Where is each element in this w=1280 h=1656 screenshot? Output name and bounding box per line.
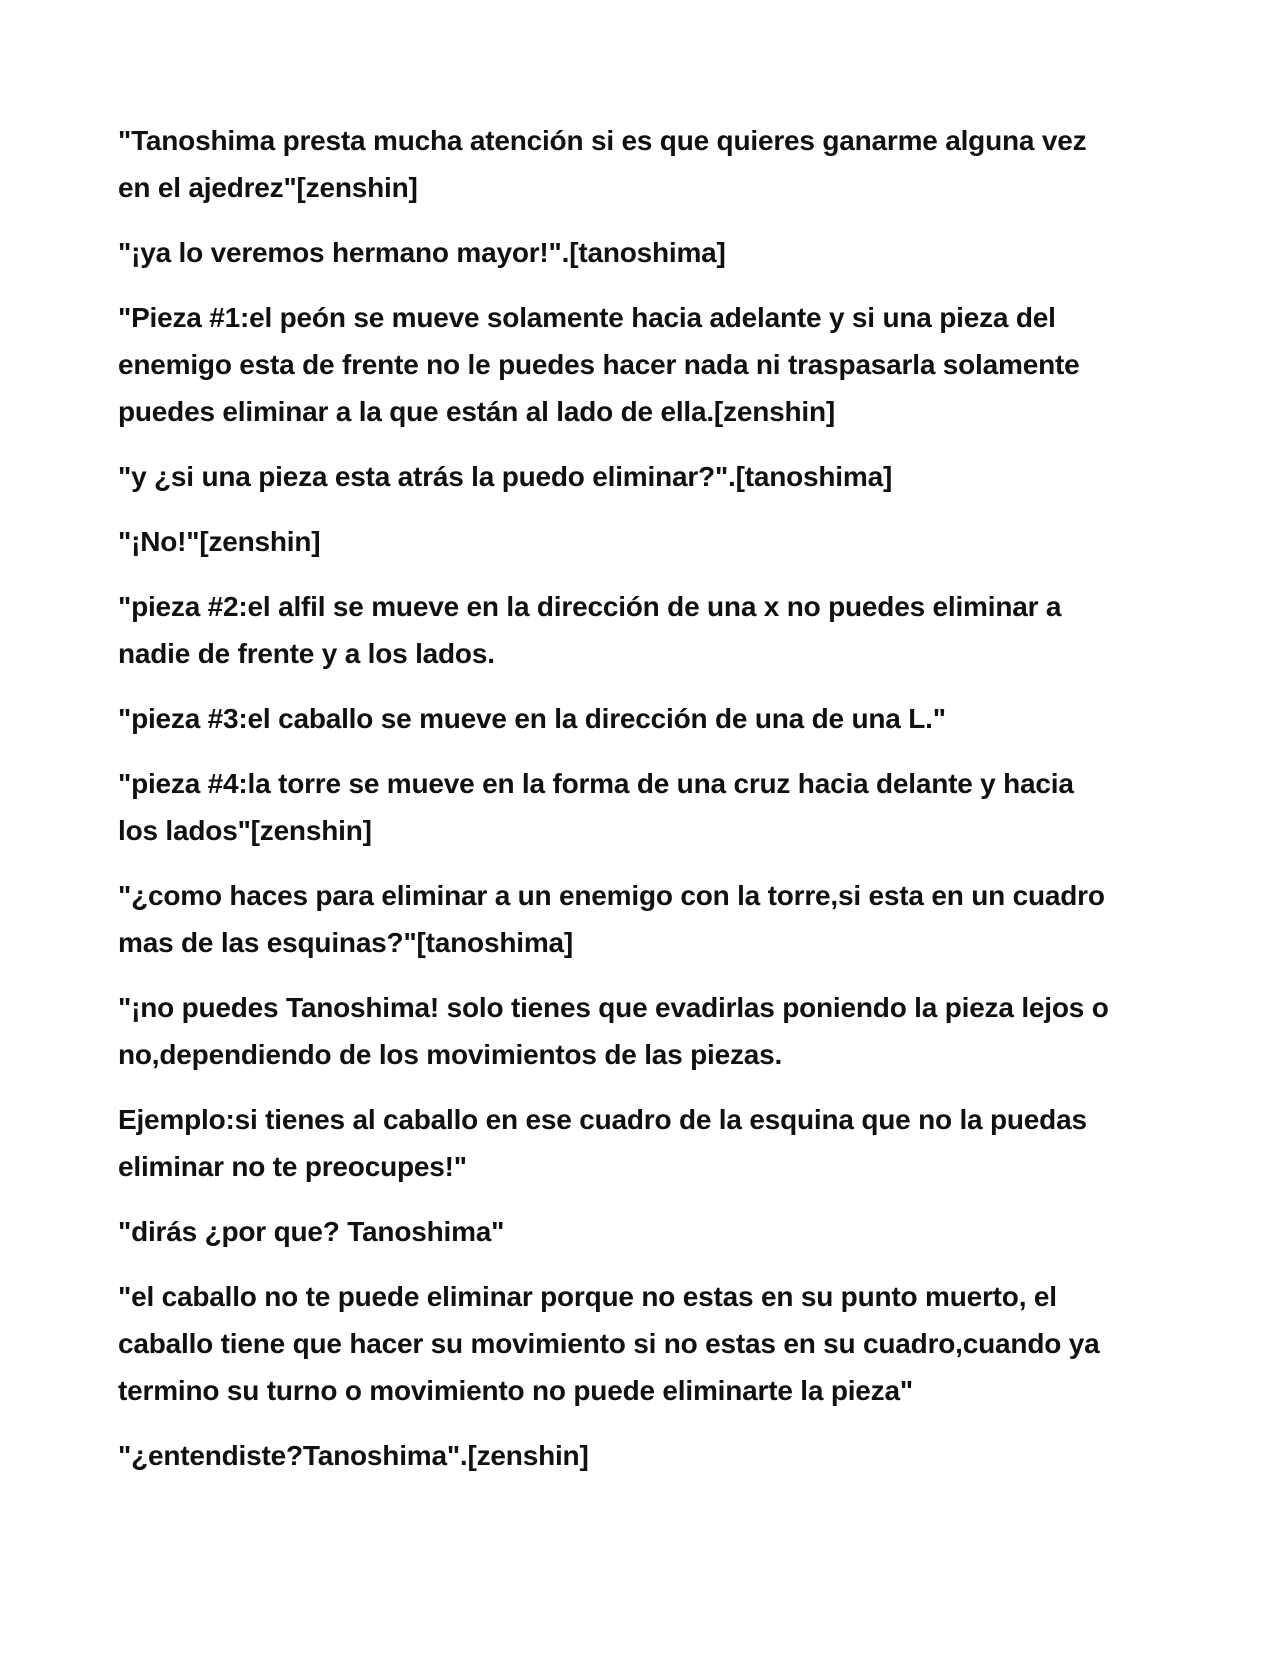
dialogue-paragraph: "¡No!"[zenshin]	[118, 526, 321, 557]
dialogue-paragraph: "¡no puedes Tanoshima! solo tienes que evadirlas poniendo la pieza lejos o no,dependiendo de los movimientos de las piezas.	[118, 992, 1109, 1070]
document-body	[118, 117, 1168, 1497]
dialogue-paragraph: "el caballo no te puede eliminar porque no estas en su punto muerto, el caballo tiene que hacer su movimiento si no estas en su cuadro,cuando ya termino su turno o movimiento no puede eliminarte la pieza"	[118, 1281, 1100, 1406]
dialogue-paragraph: Ejemplo:si tienes al caballo en ese cuadro de la esquina que no la puedas eliminar no te preocupes!"	[118, 1104, 1087, 1182]
dialogue-paragraph: "Tanoshima presta mucha atención si es que quieres ganarme alguna vez en el ajedrez"[zenshin]	[118, 125, 1087, 203]
dialogue-paragraph: "y ¿si una pieza esta atrás la puedo eliminar?".[tanoshima]	[118, 461, 893, 492]
dialogue-paragraph: "pieza #3:el caballo se mueve en la dirección de una de una L."	[118, 703, 946, 734]
dialogue-paragraph: "¡ya lo veremos hermano mayor!".[tanoshima]	[118, 237, 726, 268]
dialogue-paragraph: "pieza #2:el alfil se mueve en la dirección de una x no puedes eliminar a nadie de frente y a los lados.	[118, 591, 1062, 669]
dialogue-paragraph: "dirás ¿por que? Tanoshima"	[118, 1216, 505, 1247]
dialogue-paragraph: "¿como haces para eliminar a un enemigo con la torre,si esta en un cuadro mas de las esquinas?"[tanoshima]	[118, 880, 1105, 958]
dialogue-paragraph: "Pieza #1:el peón se mueve solamente hacia adelante y si una pieza del enemigo esta de frente no le puedes hacer nada ni traspasarla solamente puedes eliminar a la que están al lado de ella.[zenshin]	[118, 302, 1080, 427]
dialogue-paragraph: "¿entendiste?Tanoshima".[zenshin]	[118, 1440, 589, 1471]
dialogue-paragraph: "pieza #4:la torre se mueve en la forma de una cruz hacia delante y hacia los lados"[zenshin]	[118, 768, 1074, 846]
